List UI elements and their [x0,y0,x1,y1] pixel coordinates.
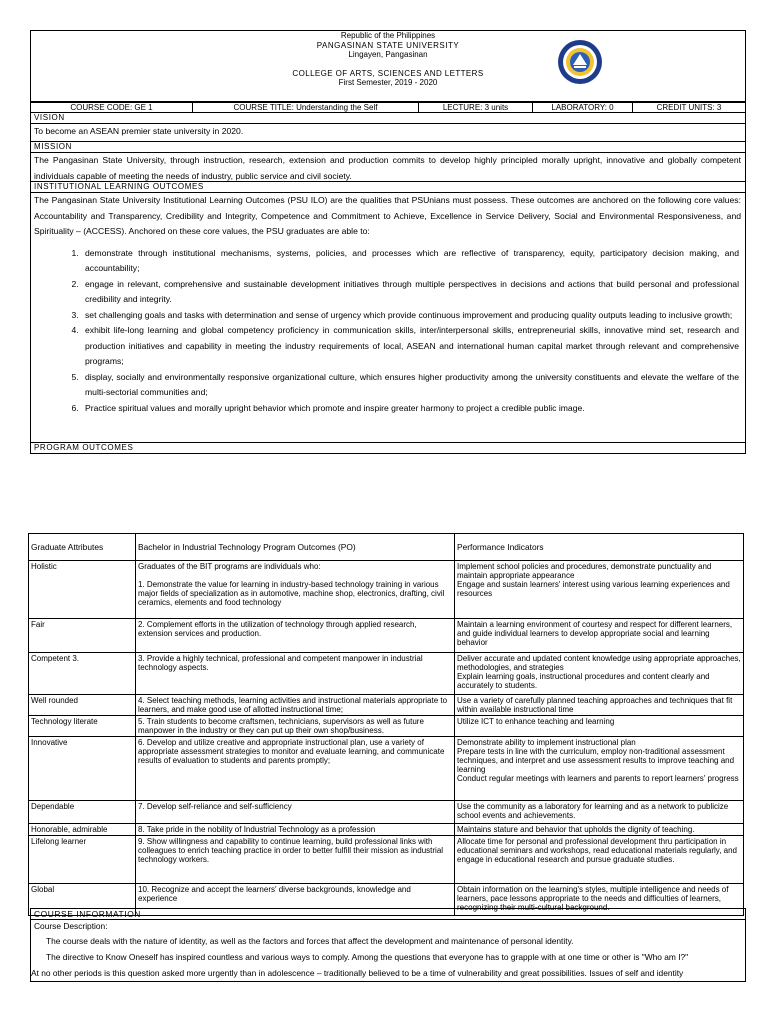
program-outcomes-heading: PROGRAM OUTCOMES [34,443,134,452]
table-row [29,619,744,653]
program-outcome-cell: 6. Develop and utilize creative and appropriate instructional plan, use a variety of appropriate assessment strategies to monitor and evaluate learning, and communicate results of evaluation to students and parents promptly; [136,737,455,801]
course-description-p3: At no other periods is this question asked more urgently than in adolescence – traditionally believed to be a time of vulnerability and great possibilities. Issues of self and identity [31,968,684,978]
program-outcomes-section [30,443,746,454]
graduate-attribute-cell: Innovative [29,737,136,801]
course-description-p2: The directive to Know Oneself has inspired countless and various ways to comply. Among the questions that everyone has to grapple with at one time or other is "Who am I?" [46,952,689,962]
program-outcome-cell: 7. Develop self-reliance and self-sufficiency [136,801,455,824]
performance-indicator-cell: Obtain information on the learning's styles, multiple intelligence and needs of learners, pace lessons appropriate to the needs and difficulties of learners, recognizing their multi-cultural background. [455,884,744,916]
col-header-attributes: Graduate Attributes [29,534,136,561]
vision-heading: VISION [31,113,745,124]
course-info-heading: COURSE INFORMATION [31,909,745,920]
ilo-item: 2. engage in relevant, comprehensive and sustainable development initiatives through multiple perspectives in decisions and actions that build personal and professional credibility and integrity. [81,277,739,308]
mission-heading: MISSION [31,142,745,153]
table-row [29,653,744,695]
credit-units: CREDIT UNITS: 3 [656,103,722,112]
table-row [29,836,744,884]
table-header-row [29,534,744,561]
laboratory-units: LABORATORY: 0 [533,103,633,112]
table-row [29,801,744,824]
table-row [29,695,744,716]
graduate-attribute-cell: Lifelong learner [29,836,136,884]
program-outcome-cell: 8. Take pride in the nobility of Industrial Technology as a profession [136,824,455,836]
location-line: Lingayen, Pangasinan [348,50,428,59]
course-description-label: Course Description: [34,921,108,931]
university-seal-logo [557,39,603,85]
document-header [30,30,746,102]
performance-indicator-cell: Demonstrate ability to implement instructional plan Prepare tests in line with the curriculum, employ non-traditional assessment techniques, and interpret and use assessment results to improve teaching and learning Conduct regular meetings with learners and parents to report learners' progress [455,737,744,801]
table-row [29,561,744,619]
program-outcome-cell: 5. Train students to become craftsmen, technicians, supervisors as well as future manpower in the industry or they can put up their own shop/business. [136,716,455,737]
performance-indicator-cell: Utilize ICT to enhance teaching and learning [455,716,744,737]
performance-indicator-cell: Use a variety of carefully planned teaching approaches and techniques that fit within available instructional time [455,695,744,716]
performance-indicator-cell: Implement school policies and procedures, demonstrate punctuality and maintain appropriate appearance Engage and sustain learners' interest using various learning experiences and resources [455,561,744,619]
performance-indicator-cell: Use the community as a laboratory for learning and as a network to publicize school events and achievements. [455,801,744,824]
ilo-item: 6. Practice spiritual values and morally upright behavior which promote and inspire greater harmony to project a credible public image. [81,401,739,417]
performance-indicator-cell: Deliver accurate and updated content knowledge using appropriate approaches, methodologies, and strategies Explain learning goals, instructional procedures and content clearly and accurately to students. [455,653,744,695]
university-name: PANGASINAN STATE UNIVERSITY [316,40,460,50]
program-outcomes-table [28,533,744,916]
graduate-attribute-cell: Honorable, admirable [29,824,136,836]
ilo-intro: The Pangasinan State University Institutional Learning Outcomes (PSU ILO) are the qualities that PSUnians must possess. These outcomes are anchored on the following core values: Accountability and Transparency, Credibility and Integrity, Competence and Commitment to Achieve, Excellence in Service Delivery, Social and Environmental Responsiveness, and Spirituality – (ACCESS). Anchored on these core values, the PSU graduates are able to: [34,195,741,236]
col-header-indicators: Performance Indicators [455,534,744,561]
college-name: COLLEGE OF ARTS, SCIENCES AND LETTERS [292,68,484,78]
course-code: COURSE CODE: GE 1 [31,103,193,112]
table-row [29,824,744,836]
ilo-section [30,182,746,443]
course-title: COURSE TITLE: Understanding the Self [193,103,419,112]
course-information-section [30,908,746,982]
program-outcome-cell: 10. Recognize and accept the learners' diverse backgrounds, knowledge and experience [136,884,455,916]
table-row [29,737,744,801]
ilo-heading: INSTITUTIONAL LEARNING OUTCOMES [31,182,745,193]
ilo-item: 3. set challenging goals and tasks with determination and sense of urgency which provide continuous improvement and producing quality outputs leading to inclusive growth; [81,308,739,324]
lecture-units: LECTURE: 3 units [419,103,533,112]
graduate-attribute-cell: Global [29,884,136,916]
graduate-attribute-cell: Competent 3. [29,653,136,695]
program-outcome-cell: 3. Provide a highly technical, professional and competent manpower in industrial technology aspects. [136,653,455,695]
ilo-item: 5. display, socially and environmentally responsive organizational culture, which ensures higher productivity among the university constituents and elevate the welfare of the multi-sectorial communities and; [81,370,739,401]
graduate-attribute-cell: Dependable [29,801,136,824]
header-text [31,31,745,88]
performance-indicator-cell: Maintains stature and behavior that upholds the dignity of teaching. [455,824,744,836]
ilo-item: 4. exhibit life-long learning and global competency proficiency in communication skills, inter/interpersonal skills, entrepreneurial skills, innovative mind set, research and production initiatives and capability in meeting the industry requirements of local, ASEAN and international human capital market through relevant and comprehensive programs; [81,323,739,370]
course-description-p1: The course deals with the nature of identity, as well as the factors and forces that affect the development and maintenance of personal identity. [46,936,574,946]
graduate-attribute-cell: Well rounded [29,695,136,716]
program-outcome-cell: 2. Complement efforts in the utilization of technology through applied research, extension services and production. [136,619,455,653]
ilo-item: 1. demonstrate through institutional mechanisms, systems, policies, and processes which are reflective of transparency, equity, participatory decision making, and accountability; [81,246,739,277]
program-outcome-cell: Graduates of the BIT programs are individuals who: 1. Demonstrate the value for learning in industry-based technology training in various major fields of specialization as in automotive, machine shop, electronics, drafting, civil ceramics, elements and food technology [136,561,455,619]
vision-text: To become an ASEAN premier state university in 2020. [34,126,244,136]
vision-section [30,113,746,142]
performance-indicator-cell: Maintain a learning environment of courtesy and respect for different learners, and guide individual learners to develop appropriate social and learning behavior [455,619,744,653]
course-info-row [30,102,746,113]
mission-text: The Pangasinan State University, through instruction, research, extension and production commits to develop highly principled morally upright, innovative and globally competent individuals capable of meeting the needs of industry, public service and civil society. [34,155,741,181]
program-outcome-cell: 9. Show willingness and capability to continue learning, build professional links with colleagues to enrich teaching practice in order to better fulfill their mission as industrial technology workers. [136,836,455,884]
semester-line: First Semester, 2019 - 2020 [338,78,438,87]
mission-section [30,142,746,182]
program-outcome-cell: 4. Select teaching methods, learning activities and instructional materials appropriate to learners, and make good use of allotted instructional time; [136,695,455,716]
table-row [29,716,744,737]
graduate-attribute-cell: Technology literate [29,716,136,737]
graduate-attribute-cell: Fair [29,619,136,653]
republic-line: Republic of the Philippines [340,31,436,40]
col-header-outcomes: Bachelor in Industrial Technology Program Outcomes (PO) [136,534,455,561]
performance-indicator-cell: Allocate time for personal and professional development thru participation in educational seminars and workshops, read educational materials regularly, and engage in educational research and pursue graduate studies. [455,836,744,884]
ilo-list [81,246,739,417]
graduate-attribute-cell: Holistic [29,561,136,619]
